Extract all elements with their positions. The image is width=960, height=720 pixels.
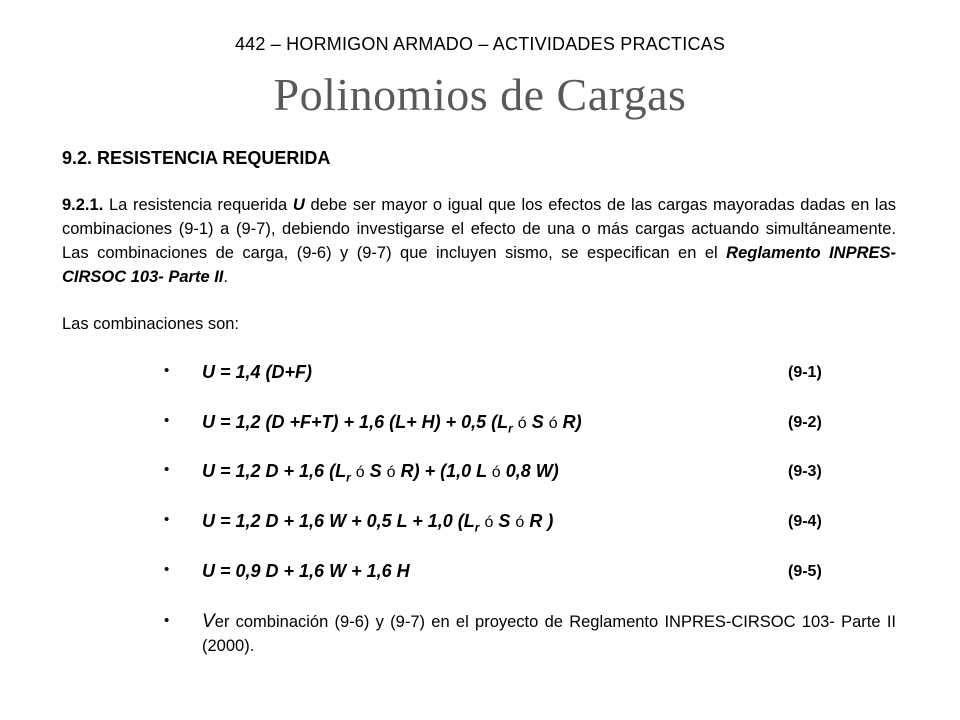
formula-row xyxy=(164,561,844,587)
equation-number: (9-3) xyxy=(788,463,822,480)
equation-number: (9-4) xyxy=(788,513,822,530)
formula-operator: ó xyxy=(491,464,501,481)
variable-u: U xyxy=(292,196,305,214)
formula-row xyxy=(164,511,844,537)
formula-text: S xyxy=(364,461,387,481)
paragraph-end: . xyxy=(223,268,228,286)
formula-text: U = 1,4 (D+F) xyxy=(202,362,313,382)
formula-expression xyxy=(202,561,410,582)
bullet-icon: • xyxy=(164,612,170,629)
formula-expression xyxy=(202,362,312,383)
last-bullet-cap: V xyxy=(202,611,215,632)
formula-text: R) + (1,0 L xyxy=(395,461,492,481)
formula-text: S xyxy=(526,412,549,432)
section-heading: 9.2. RESISTENCIA REQUERIDA xyxy=(62,148,331,168)
last-bullet-item xyxy=(164,610,896,670)
document-header: 442 – HORMIGON ARMADO – ACTIVIDADES PRACTICAS xyxy=(234,34,726,54)
paragraph-text-2: debe ser mayor o igual que los efectos de las cargas mayoradas dadas en las combinaciones (9-1) a (9-7), debiendo investigarse el efecto de una o más cargas actuando simultáneamente. Las combinaciones de carga, (9-6) y (9-7) que incluyen sismo, se especifican en el xyxy=(62,196,896,262)
last-bullet-body: er combinación (9-6) y (9-7) en el proyecto de Reglamento INPRES-CIRSOC 103- Parte II (2000). xyxy=(202,613,896,655)
page-title: Polinomios de Cargas xyxy=(273,69,687,120)
formula-text: U = 0,9 D + 1,6 W + 1,6 H xyxy=(202,561,410,581)
formula-text: 0,8 W) xyxy=(500,461,559,481)
formula-text: U = 1,2 D + 1,6 W + 0,5 L + 1,0 (L xyxy=(202,511,475,531)
formula-row xyxy=(164,362,844,388)
formula-text: U = 1,2 D + 1,6 (L xyxy=(202,461,347,481)
formula-text: R) xyxy=(557,412,582,432)
formula-subscript: r xyxy=(474,520,480,535)
formula-row xyxy=(164,412,844,438)
formula-operator: ó xyxy=(355,464,365,481)
bullet-icon: • xyxy=(164,561,170,578)
bullet-icon: • xyxy=(164,461,170,478)
regulation-reference: Reglamento INPRES-CIRSOC 103- Parte II xyxy=(62,244,896,286)
formula-operator: ó xyxy=(517,415,527,432)
formula-text: U = 1,2 (D +F+T) + 1,6 (L+ H) + 0,5 (L xyxy=(202,412,509,432)
intro-paragraph xyxy=(62,193,896,289)
equation-number: (9-2) xyxy=(788,414,822,431)
bullet-icon: • xyxy=(164,362,170,379)
bullet-icon: • xyxy=(164,511,170,528)
last-bullet-text xyxy=(202,610,896,658)
formula-expression xyxy=(202,461,559,485)
formula-operator: ó xyxy=(548,415,558,432)
formula-operator: ó xyxy=(484,514,494,531)
formula-expression xyxy=(202,511,553,535)
combinations-lead: Las combinaciones son: xyxy=(62,315,240,333)
formula-subscript: r xyxy=(508,421,513,436)
equation-number: (9-1) xyxy=(788,364,822,381)
formula-subscript: r xyxy=(346,470,351,485)
bullet-icon: • xyxy=(164,412,170,429)
formula-text: S xyxy=(493,511,516,531)
equation-number: (9-5) xyxy=(788,563,822,580)
paragraph-number: 9.2.1. xyxy=(62,196,104,214)
formula-text: R ) xyxy=(524,511,554,531)
formula-operator: ó xyxy=(386,464,396,481)
formula-expression xyxy=(202,412,582,436)
paragraph-text-1: La resistencia requerida xyxy=(103,196,293,214)
formula-operator: ó xyxy=(515,514,525,531)
formula-row xyxy=(164,461,844,487)
